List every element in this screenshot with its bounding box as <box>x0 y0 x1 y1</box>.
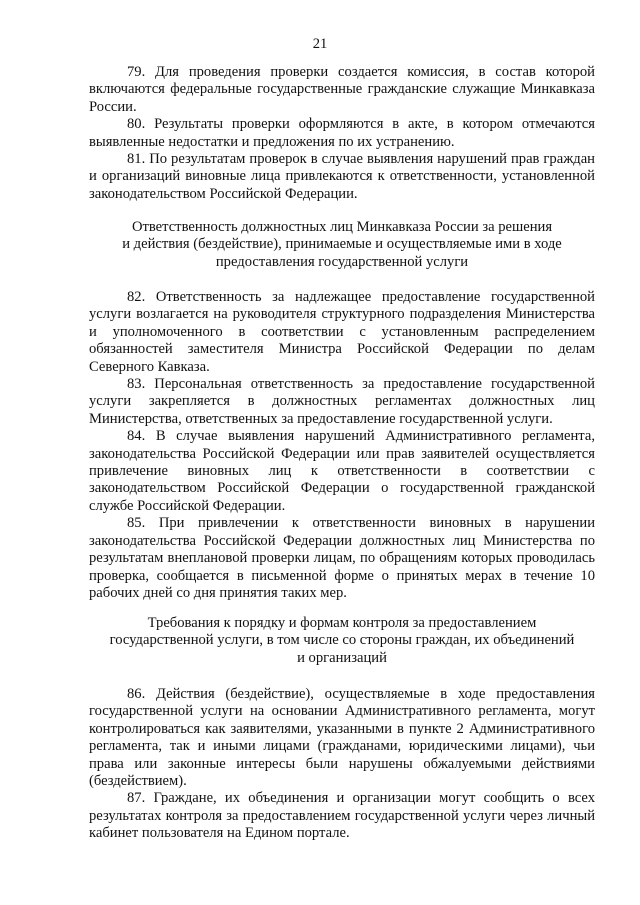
section-control-requirements <box>89 686 595 843</box>
paragraph-86: 86. Действия (бездействие), осуществляемые в ходе предоставления государственной услуги на основании Административного регламента, могут контролироваться как заявителями, указанными в пункте 2 Административного регламента, так и иными лицами (гражданами, юридическими лицами), чьи права или законные интересы были нарушены обжалуемыми действиями (бездействием). <box>89 686 595 790</box>
section-control-commission <box>89 64 595 203</box>
paragraph-82: 82. Ответственность за надлежащее предоставление государственной услуги возлагается на руководителя структурного подразделения Министерства и уполномоченного в соответствии с установленным распределением обязанностей заместителя Министра Российской Федерации по делам Северного Кавказа. <box>89 289 595 375</box>
paragraph-79: 79. Для проведения проверки создается комиссия, в состав которой включаются федеральные государственные гражданские служащие Минкавказа России. <box>89 64 595 115</box>
paragraph-83: 83. Персональная ответственность за предоставление государственной услуги закрепляется в должностных регламентах должностных лиц Министерства, ответственных за предоставление государственной услуги. <box>89 376 595 427</box>
heading-line: и действия (бездействие), принимаемые и осуществляемые ими в ходе <box>122 236 562 253</box>
heading-line: и организаций <box>297 649 387 666</box>
paragraph-84: 84. В случае выявления нарушений Административного регламента, законодательства Российской Федерации или прав заявителей осуществляется привлечение виновных лиц к ответственности в соответствии с законодательством Российской Федерации о государственной гражданской службе Российской Федерации. <box>89 428 595 514</box>
paragraph-87: 87. Граждане, их объединения и организации могут сообщить о всех результатах контроля за предоставлением государственной услуги через личный кабинет пользователя на Едином портале. <box>89 790 595 842</box>
page-number: 21 <box>312 36 328 52</box>
section-heading-control-requirements <box>89 615 595 667</box>
heading-line: государственной услуги, в том числе со стороны граждан, их объединений <box>109 632 575 649</box>
heading-line: предоставления государственной услуги <box>215 253 469 270</box>
paragraph-81: 81. По результатам проверок в случае выявления нарушений прав граждан и организаций виновные лица привлекаются к ответственности, установленной законодательством Российской Федерации. <box>89 151 595 202</box>
heading-line: Ответственность должностных лиц Минкавказа России за решения <box>131 219 553 235</box>
section-responsibility <box>89 289 595 602</box>
paragraph-85: 85. При привлечении к ответственности виновных в нарушении законодательства Российской Федерации должностных лиц Министерства по результатам внеплановой проверки лицам, по обращениям которых проводилась проверка, сообщается в письменной форме о принятых мерах в течение 10 рабочих дней со дня принятия таких мер. <box>89 515 595 601</box>
paragraph-80: 80. Результаты проверки оформляются в акте, в котором отмечаются выявленные недостатки и предложения по их устранению. <box>89 116 595 150</box>
heading-line: Требования к порядку и формам контроля за предоставлением <box>147 615 537 631</box>
section-heading-responsibility <box>89 219 595 271</box>
